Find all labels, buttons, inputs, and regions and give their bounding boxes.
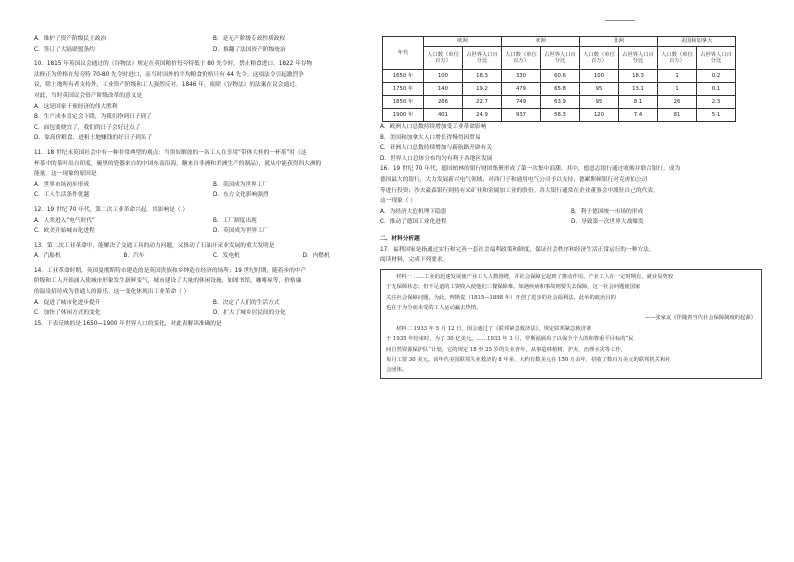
material1-source: ——张家友《伴随着当代社会保障制度的起源》 <box>644 315 756 322</box>
table-cell: 7.4 <box>619 109 658 122</box>
q14-option-b[interactable]: B．决定了人们的生活方式 <box>213 299 280 306</box>
q13-options-row <box>34 251 392 262</box>
q10-stem-line: 10．1815 年英国议会通过的《谷物法》规定在英国粮价每夸特低于 80 先令时，禁止粮食进口。1822 年谷物 <box>34 61 313 68</box>
population-table <box>382 36 736 122</box>
q11-stem-line: 11．18 世纪末英国社会中有一种非常典型的观点：当黑奴解放的一名工人在享用“带体大桂的一杯茶”时（这 <box>34 149 307 156</box>
table-cell: 8.1 <box>619 96 658 109</box>
q12-options-row2 <box>34 226 392 237</box>
q14-stem-line: 14．工业革命时期，英国曼彻斯特市建造的是英国贵族和乡绅造在经济的场所；19 世纪时期，随着步的中产 <box>34 267 307 274</box>
q12-stem-line: 12．19 世纪 70 年代，第二次工业革命兴起。其影响是（ ） <box>34 206 189 213</box>
q10-option-b[interactable]: B．生产成本肯定会下降，为我们挣到日子到了 <box>34 114 152 121</box>
table-cell: 65.8 <box>541 83 580 96</box>
table-sub-header: 占世界人口百分比 <box>541 47 580 70</box>
q16-options-row1 <box>380 207 762 218</box>
table-year-cell: 1900 年 <box>383 109 424 122</box>
q14-stem-line: 的温泉招待成为普通人的游乐。这一变化体现出工业革命（ ） <box>34 289 190 296</box>
table-year-cell: 1750 年 <box>383 83 424 96</box>
q17-stem-line: 阅读材料，完成下列要求。 <box>380 257 449 264</box>
q10-stem-line: 法修正为价格在每夸特 70-80 先令时进口，而当时国外的平均粮食价格只有 44 先令。这项法令引起激烈争 <box>34 71 304 78</box>
q11-option-b[interactable]: B．英国成为世界工厂 <box>213 181 269 188</box>
table-row <box>383 83 736 96</box>
q16-stem-line: 等进行投资；沙夫豪森银行则持有采矿业和金属加工业的股份。各大银行通常在企业董事会中派驻自己的代表。 <box>380 187 659 194</box>
q16-options-row2 <box>380 217 762 228</box>
section-title: 二、材料分析题 <box>380 235 420 242</box>
material2-line: 会团体。 <box>386 367 408 374</box>
table-cell: 60.6 <box>541 70 580 83</box>
q16-option-c[interactable]: C．推动了德国工业化进程 <box>380 219 447 226</box>
q13-option-b[interactable]: B．汽车 <box>123 253 145 260</box>
left-column <box>34 34 392 329</box>
q10-option-c[interactable]: C．面包要便宜了，我们的日子会好过点了 <box>34 124 141 131</box>
table-cell: 266 <box>424 96 463 109</box>
q11-options-row1 <box>34 180 392 191</box>
q9-option-b[interactable]: B．是无产阶级专政性质政权 <box>213 36 286 42</box>
table-sub-header: 人口数（单位百万） <box>580 47 619 70</box>
material2-line: 材料二 1933 年 5 月 12 日，国会通过了《联邦紧急救济法》，规定联邦紧急救济署 <box>396 325 592 332</box>
table-cell: 58.3 <box>541 109 580 122</box>
table-sub-header: 人口数（单位百万） <box>424 47 463 70</box>
q9-options-row1 <box>34 34 392 45</box>
table-cell: 5.1 <box>697 109 736 122</box>
material1-line: 也在于为分而未受的工人运动赢去热情。 <box>386 304 482 311</box>
q14-stem-line: 阶级和工人开始涌入使城市形象发生新鲜变气，城市建设了大量的休闲设施，如图书馆、咖啡屋等，价格廉 <box>34 278 302 285</box>
q9-option-c[interactable]: C．签订了大陆联盟条约 <box>34 46 95 53</box>
q12-option-b[interactable]: B．工厂制度出现 <box>213 217 257 224</box>
table-year-cell: 1650 年 <box>383 70 424 83</box>
q13-option-c[interactable]: C．发电机 <box>213 253 240 260</box>
q16-stem-line: 16．19 世纪 70 年代，德国柏林的银行财团集聚形成了第一次集中浪潮。其中，德意志银行通过收购并联合银行，成为 <box>380 166 681 173</box>
table-cell: 0.1 <box>697 83 736 96</box>
material2-line: 间自然资源保护队”计划，它的规定 18 至 25 岁的失业青年，从事造林植树、护火、治理水灾等工作， <box>386 346 627 353</box>
q9-option-d[interactable]: D．推翻了法国资产阶级统治 <box>213 46 286 53</box>
q13-option-d[interactable]: D．内燃机 <box>302 253 330 260</box>
table-cell: 95 <box>580 96 619 109</box>
table-cell: 63.9 <box>541 96 580 109</box>
table-region-header: 非洲 <box>580 37 658 47</box>
q9-option-a[interactable]: A．维护了资产阶级民主政治 <box>34 36 107 42</box>
table-cell: 22.7 <box>463 96 502 109</box>
table-cell: 13.1 <box>619 83 658 96</box>
table-cell: 1 <box>658 70 697 83</box>
table-year-header: 年代 <box>383 37 424 70</box>
table-cell: 19.2 <box>463 83 502 96</box>
q15-stem-line: 15．下表反映的是 1650—1900 年世界人口的变化，对此表解读准确的是 <box>34 320 222 327</box>
q11-stem-line: 能量。这一现象的原因是 <box>34 171 97 178</box>
table-cell: 401 <box>424 109 463 122</box>
q11-options-row2 <box>34 190 392 201</box>
q11-option-d[interactable]: D．东方文化影响强烈 <box>213 192 269 199</box>
q16-stem-line: 这一现象（ ） <box>380 198 416 205</box>
material1-line: 材料一 ……工业的迅速发展使产业工人人数剧增，并社会保障它起到了推动作用。产业工人在一定时期有，就业局势较 <box>396 273 674 280</box>
q16-stem-line: 德国最大的银行，大力发展新兴电气领域，对西门子和通用电气公司予以支持；德累斯顿银行对克虏伯公司 <box>380 176 648 183</box>
table-region-header: 亚洲 <box>502 37 580 47</box>
table-sub-header: 占世界人口百分比 <box>463 47 502 70</box>
material2-line: 于 1935 年结束时，为了 30 亿美元。……1933 年 3 月，罗斯福颁布了以保全个人的和尊重平目标的“民 <box>386 336 634 343</box>
table-row <box>383 96 736 109</box>
q10-stem-line: 议，除土地所有者支持外，工业资产阶级和工人强烈反对。1846 年，废除《谷物法》的法案在议会通过。 <box>34 82 301 89</box>
header-rule <box>605 20 635 22</box>
table-cell: 100 <box>424 70 463 83</box>
table-cell: 2.3 <box>697 96 736 109</box>
table-cell: 120 <box>580 109 619 122</box>
table-cell: 81 <box>658 109 697 122</box>
q14-option-d[interactable]: D．扩大了城乡居民间的分化 <box>213 310 286 317</box>
table-cell: 479 <box>502 83 541 96</box>
q14-option-c[interactable]: C．加快了休闲方式的变化 <box>34 310 101 317</box>
q15-option-c[interactable]: C．亚洲人口总数持续增加与新航路开辟有关 <box>380 145 493 152</box>
table-sub-header: 人口数（单位百万） <box>658 47 697 70</box>
table-cell: 24.9 <box>463 109 502 122</box>
material2-line: 每月工资 30 美元。该年代美国联邦失业救济的 8 年多，大约有数美元在 150 万余年，招收了数百万美元的联邦机关和社 <box>386 356 671 363</box>
q15-option-b[interactable]: B．美国和加拿大人口增长得慢得因贸易 <box>380 134 481 141</box>
table-row <box>383 109 736 122</box>
q14-option-a[interactable]: A．促进了城市化进步提升 <box>34 299 101 306</box>
q12-option-c[interactable]: C．欧美开始城市化进程 <box>34 228 95 235</box>
table-sub-header: 人口数（单位百万） <box>502 47 541 70</box>
q11-stem-line: 杯茶中的茶叶出自印度，碗里的瓷器来自的中国东南沿海，糖来自非洲和美洲生产的制品），就从中能获得四大洲的 <box>34 160 322 167</box>
table-cell: 18.3 <box>619 70 658 83</box>
q12-option-d[interactable]: D．英国成为世界工厂 <box>213 228 269 235</box>
table-cell: 937 <box>502 109 541 122</box>
q14-options-row1 <box>34 298 392 309</box>
q11-option-c[interactable]: C．工人生活条件优越 <box>34 192 90 199</box>
table-cell: 140 <box>424 83 463 96</box>
q12-option-a[interactable]: A．人类进入“电气时代” <box>34 217 95 224</box>
table-cell: 330 <box>502 70 541 83</box>
table-cell: 0.2 <box>697 70 736 83</box>
q14-options-row2 <box>34 308 392 319</box>
table-cell: 100 <box>580 70 619 83</box>
material-box <box>380 269 762 379</box>
right-column <box>380 34 762 379</box>
q10-option-d[interactable]: D．靠高价粮食、进租土地赚钱的好日子到头了 <box>34 135 153 142</box>
material1-line: 关注社会保障问题，为此，俾斯麦（1815—1898 年）开创了进步的社会福利法。此举的政治目的 <box>386 294 616 301</box>
table-sub-header: 占世界人口百分比 <box>619 47 658 70</box>
q12-options-row1 <box>34 216 392 227</box>
q13-stem-line: 13．第二次工业革命中，能解决了交通工具的动力问题，又推动了石油开采业发展的重大发明是 <box>34 242 275 249</box>
table-cell: 1 <box>658 83 697 96</box>
q11-option-a[interactable]: A．世界市场初步形成 <box>34 181 90 188</box>
table-cell: 26 <box>658 96 697 109</box>
q15-option-a[interactable]: A．欧洲人口总数持续增加受工业革命影响 <box>380 124 487 130</box>
table-year-cell: 1850 年 <box>383 96 424 109</box>
q17-stem-line: 17．福利国家是指通过实行和完善一套社会福利政策和制度，保证社会秩序和经济生活正常运行的一种方法。 <box>380 246 655 253</box>
q10-option-a[interactable]: A．这是国家干预经济的伟大胜利 <box>34 103 118 110</box>
table-region-header: 美国和加拿大 <box>658 37 736 47</box>
q10-stem-line: 对此，当时英国议会资产阶级改革的意义是 <box>34 92 143 99</box>
q13-option-a[interactable]: A．汽船机 <box>34 253 61 260</box>
table-cell: 18.3 <box>463 70 502 83</box>
q9-options-row2 <box>34 45 392 56</box>
material1-line: 于无保障状态；但不足道的工资收入使他们三餐保障难。如遇疾病和事故则要失去保障，这一社会问题使国家 <box>386 284 641 291</box>
table-sub-header: 占世界人口百分比 <box>697 47 736 70</box>
table-row <box>383 70 736 83</box>
q15-option-d[interactable]: D．世界人口总体分布均匀有利于各地区发展 <box>380 155 493 162</box>
q16-option-b[interactable]: B．利于德国统一市场的形成 <box>571 208 644 215</box>
table-region-header: 欧洲 <box>424 37 502 47</box>
table-cell: 95 <box>580 83 619 96</box>
q16-option-a[interactable]: A．为经济大危机埋下隐患 <box>380 208 447 215</box>
q16-option-d[interactable]: D．导致第一次世界大战爆发 <box>571 219 644 226</box>
table-cell: 749 <box>502 96 541 109</box>
